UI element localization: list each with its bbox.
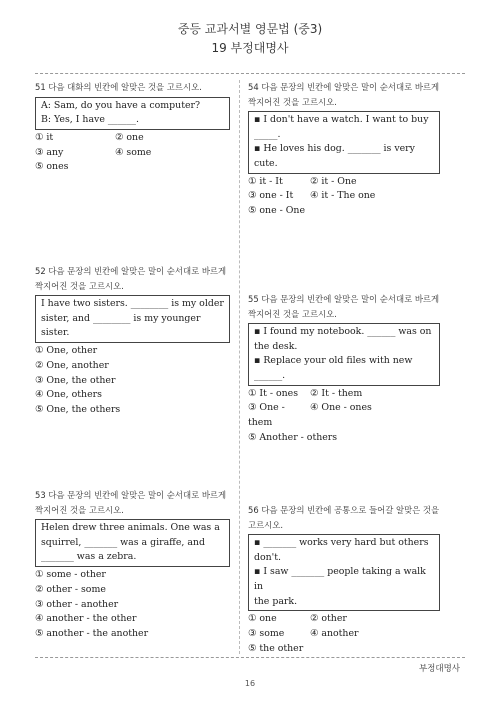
choice-5[interactable]: ⑤ another - the another: [35, 628, 149, 640]
choice-4[interactable]: ④ it - The one: [310, 190, 376, 202]
box-line: ▪ I found my notebook. ______ was on: [254, 326, 432, 338]
box-line: _______ was a zebra.: [41, 551, 137, 563]
choice-2[interactable]: ② one: [115, 131, 144, 143]
choice-1[interactable]: ① one: [248, 613, 277, 625]
choice-4[interactable]: ④ One - ones: [310, 402, 372, 414]
choice-list: [35, 568, 230, 642]
question-stem: 고르시오.: [248, 519, 284, 530]
box-line: sister, and ________ is my younger sister.: [41, 312, 201, 339]
box-line: B: Yes, I have ______.: [41, 114, 139, 126]
choice-2[interactable]: ② It - them: [310, 387, 363, 399]
choice-2[interactable]: ② One, another: [35, 359, 109, 371]
box-line: ▪ Replace your old files with new ______.: [254, 355, 413, 381]
choice-3[interactable]: ③ other - another: [35, 598, 119, 610]
question-box: [35, 295, 230, 343]
choice-5[interactable]: ⑤ One, the others: [35, 404, 121, 416]
choice-4[interactable]: ④ One, others: [35, 389, 102, 401]
question-stem: 51 다음 대화의 빈칸에 알맞은 것을 고르시오.: [35, 82, 202, 92]
box-line: squirrel, _______ was a giraffe, and: [41, 536, 205, 548]
choice-3[interactable]: ③ any: [35, 146, 64, 158]
question-box: [248, 323, 440, 385]
question-box: [248, 111, 440, 173]
question-box: [35, 519, 230, 567]
question-stem: 52 다음 문장의 빈칸에 알맞은 말이 순서대로 바르게: [35, 266, 227, 276]
box-line: ▪ _______ works very hard but others: [254, 537, 429, 549]
question-51: [35, 80, 230, 175]
question-55: [248, 292, 440, 446]
choice-list: [248, 175, 440, 219]
question-52: [35, 264, 230, 418]
choice-2[interactable]: ② other - some: [35, 583, 106, 595]
choice-4[interactable]: ④ some: [115, 146, 152, 158]
top-divider: [35, 73, 465, 74]
choice-5[interactable]: ⑤ one - One: [248, 205, 306, 217]
question-stem: 54 다음 문장의 빈칸에 알맞은 말이 순서대로 바르게: [248, 82, 440, 92]
page-header: [0, 20, 500, 58]
question-56: [248, 503, 440, 657]
page-subtitle: 19 부정대명사: [211, 41, 289, 55]
choice-5[interactable]: ⑤ Another - others: [248, 431, 338, 443]
choice-4[interactable]: ④ another: [310, 627, 359, 639]
question-54: [248, 80, 440, 219]
choice-list: [35, 131, 230, 175]
choice-5[interactable]: ⑤ ones: [35, 161, 69, 173]
choice-5[interactable]: ⑤ the other: [248, 642, 304, 654]
choice-3[interactable]: ③ some: [248, 627, 285, 639]
choice-list: [248, 387, 440, 446]
question-stem: 55 다음 문장의 빈칸에 알맞은 말이 순서대로 바르게: [248, 294, 440, 304]
box-line: ▪ I saw _______ people taking a walk in: [254, 566, 426, 592]
page-number: 16: [244, 679, 256, 688]
question-box: [248, 534, 440, 611]
box-line: A: Sam, do you have a computer?: [41, 99, 201, 111]
column-divider: [239, 80, 240, 654]
choice-3[interactable]: ③ One, the other: [35, 374, 116, 386]
choice-1[interactable]: ① it - It: [248, 175, 283, 187]
page-title: 중등 교과서별 영문법 (중3): [177, 22, 323, 36]
choice-3[interactable]: ③ one - It: [248, 190, 294, 202]
box-line: don't.: [254, 551, 282, 563]
box-line: I have two sisters. ________ is my older: [41, 298, 224, 310]
box-line: the desk.: [254, 340, 298, 352]
question-box: [35, 97, 230, 130]
choice-list: [35, 344, 230, 418]
question-stem: 53 다음 문장의 빈칸에 알맞은 말이 순서대로 바르게: [35, 490, 227, 500]
choice-2[interactable]: ② other: [310, 613, 347, 625]
choice-3[interactable]: ③ One - them: [248, 402, 285, 429]
box-line: the park.: [254, 595, 298, 607]
choice-4[interactable]: ④ another - the other: [35, 613, 137, 625]
question-stem: 짝지어진 것을 고르시오.: [35, 280, 124, 291]
choice-1[interactable]: ① It - ones: [248, 387, 299, 399]
choice-2[interactable]: ② it - One: [310, 175, 357, 187]
footer-section: 부정대명사: [418, 664, 460, 674]
question-53: [35, 488, 230, 642]
box-line: ▪ He loves his dog. _______ is very cute.: [254, 143, 415, 169]
choice-1[interactable]: ① it: [35, 131, 54, 143]
box-line: ▪ I don't have a watch. I want to buy: [254, 114, 429, 126]
question-stem: 짝지어진 것을 고르시오.: [248, 96, 337, 107]
question-stem: 짝지어진 것을 고르시오.: [35, 504, 124, 515]
choice-1[interactable]: ① some - other: [35, 568, 106, 580]
question-stem: 짝지어진 것을 고르시오.: [248, 308, 337, 319]
question-stem: 56 다음 문장의 빈칸에 공통으로 들어갈 알맞은 것을: [248, 505, 440, 515]
bottom-divider: [35, 657, 465, 658]
box-line: Helen drew three animals. One was a: [41, 522, 220, 534]
choice-list: [248, 612, 440, 656]
choice-1[interactable]: ① One, other: [35, 344, 98, 356]
box-line: _____.: [254, 128, 281, 140]
